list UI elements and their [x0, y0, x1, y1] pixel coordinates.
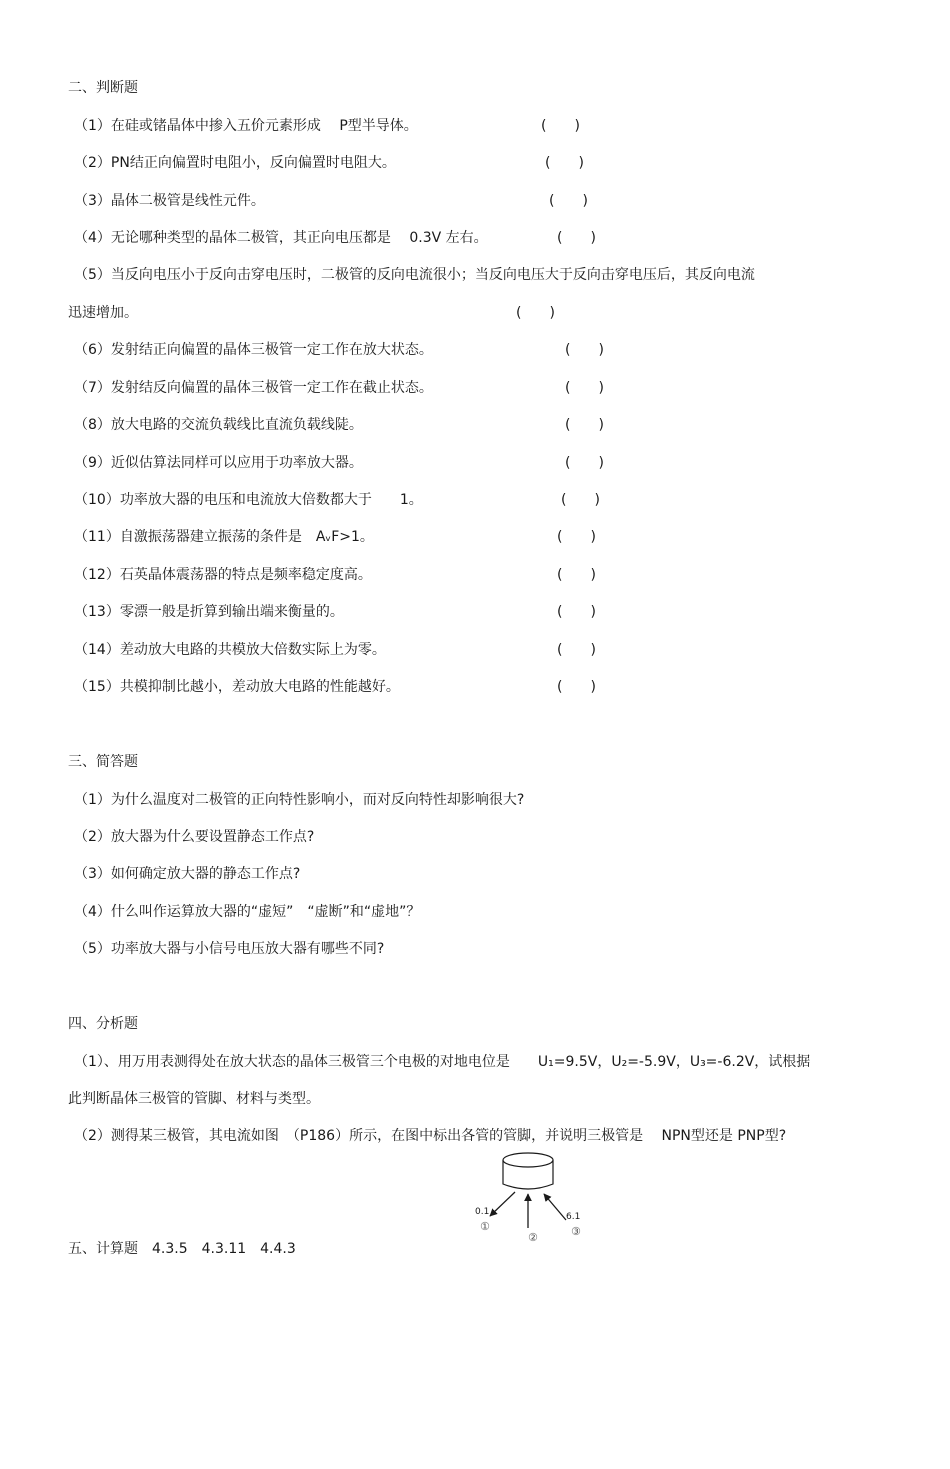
transistor-current-diagram — [470, 1148, 600, 1248]
short-item-5: （5）功率放大器与小信号电压放大器有哪些不同? — [74, 941, 385, 957]
judge-item-15: （15）共模抑制比越小，差动放大电路的性能越好。 — [74, 679, 400, 695]
short-item-4: （4）什么叫作运算放大器的“虚短” “虚断”和“虚地”？ — [74, 904, 421, 920]
judge-item-12: （12）石英晶体震荡器的特点是频率稳定度高。 — [74, 567, 372, 583]
analysis-item-1-cont: 此判断晶体三极管的管脚、材料与类型。 — [68, 1091, 320, 1107]
judge-item-8: （8）放大电路的交流负载线比直流负载线陡。 — [74, 417, 363, 433]
judge-item-11: （11）自激振荡器建立振荡的条件是 AᵥF>1。 — [74, 529, 374, 545]
answer-blank-12: ( ) — [557, 567, 596, 583]
transistor-body — [503, 1153, 553, 1189]
pin-label-3: ③ — [571, 1225, 581, 1238]
answer-blank-7: ( ) — [565, 380, 604, 396]
short-item-3: （3）如何确定放大器的静态工作点? — [74, 866, 301, 882]
judge-item-2: （2）PN结正向偏置时电阻小，反向偏置时电阻大。 — [74, 155, 396, 171]
section-title-judge: 二、判断题 — [68, 80, 138, 96]
judge-item-14: （14）差动放大电路的共模放大倍数实际上为零。 — [74, 642, 386, 658]
judge-item-5: （5）当反向电压小于反向击穿电压时，二极管的反向电流很小；当反向电压大于反向击穿电压后，其反向电流 — [74, 267, 755, 283]
judge-item-6: （6）发射结正向偏置的晶体三极管一定工作在放大状态。 — [74, 342, 433, 358]
answer-blank-6: ( ) — [565, 342, 604, 358]
section-title-calc: 五、计算题 4.3.5 4.3.11 4.4.3 — [68, 1241, 296, 1257]
answer-blank-4: ( ) — [557, 230, 596, 246]
analysis-item-2: （2）测得某三极管，其电流如图 （P186）所示，在图中标出各管的管脚，并说明三极管是 NPN型还是 PNP型? — [74, 1128, 787, 1144]
answer-blank-9: ( ) — [565, 455, 604, 471]
answer-blank-2: ( ) — [545, 155, 584, 171]
judge-item-3: （3）晶体二极管是线性元件。 — [74, 193, 265, 209]
short-item-1: （1）为什么温度对二极管的正向特性影响小，而对反向特性却影响很大? — [74, 792, 525, 808]
judge-item-1: （1）在硅或锗晶体中掺入五价元素形成 P型半导体。 — [74, 118, 418, 134]
answer-blank-14: ( ) — [557, 642, 596, 658]
answer-blank-3: ( ) — [549, 193, 588, 209]
judge-item-7: （7）发射结反向偏置的晶体三极管一定工作在截止状态。 — [74, 380, 433, 396]
section-title-analysis: 四、分析题 — [68, 1016, 138, 1032]
section-title-short: 三、简答题 — [68, 754, 138, 770]
judge-item-5-cont: 迅速增加。 — [68, 305, 138, 321]
current-label-3: 6.1 — [566, 1212, 581, 1222]
answer-blank-13: ( ) — [557, 604, 596, 620]
answer-blank-15: ( ) — [557, 679, 596, 695]
short-item-2: （2）放大器为什么要设置静态工作点? — [74, 829, 315, 845]
answer-blank-5: ( ) — [516, 305, 555, 321]
answer-blank-1: ( ) — [541, 118, 580, 134]
analysis-item-1: （1）、用万用表测得处在放大状态的晶体三极管三个电极的对地电位是 U₁=9.5V，U₂=-5.9V，U₃=-6.2V，试根据 — [74, 1054, 811, 1070]
pin-3-arrow — [544, 1194, 566, 1220]
judge-item-10: （10）功率放大器的电压和电流放大倍数都大于 1。 — [74, 492, 423, 508]
judge-item-4: （4）无论哪种类型的晶体二极管，其正向电压都是 0.3V 左右。 — [74, 230, 488, 246]
answer-blank-11: ( ) — [557, 529, 596, 545]
current-label-1: 0.1 — [475, 1207, 490, 1217]
answer-blank-10: ( ) — [561, 492, 600, 508]
judge-item-13: （13）零漂一般是折算到输出端来衡量的。 — [74, 604, 344, 620]
pin-1-arrow — [490, 1192, 515, 1216]
answer-blank-8: ( ) — [565, 417, 604, 433]
pin-label-1: ① — [480, 1220, 490, 1233]
judge-item-9: （9）近似估算法同样可以应用于功率放大器。 — [74, 455, 363, 471]
pin-label-2: ② — [528, 1231, 538, 1244]
